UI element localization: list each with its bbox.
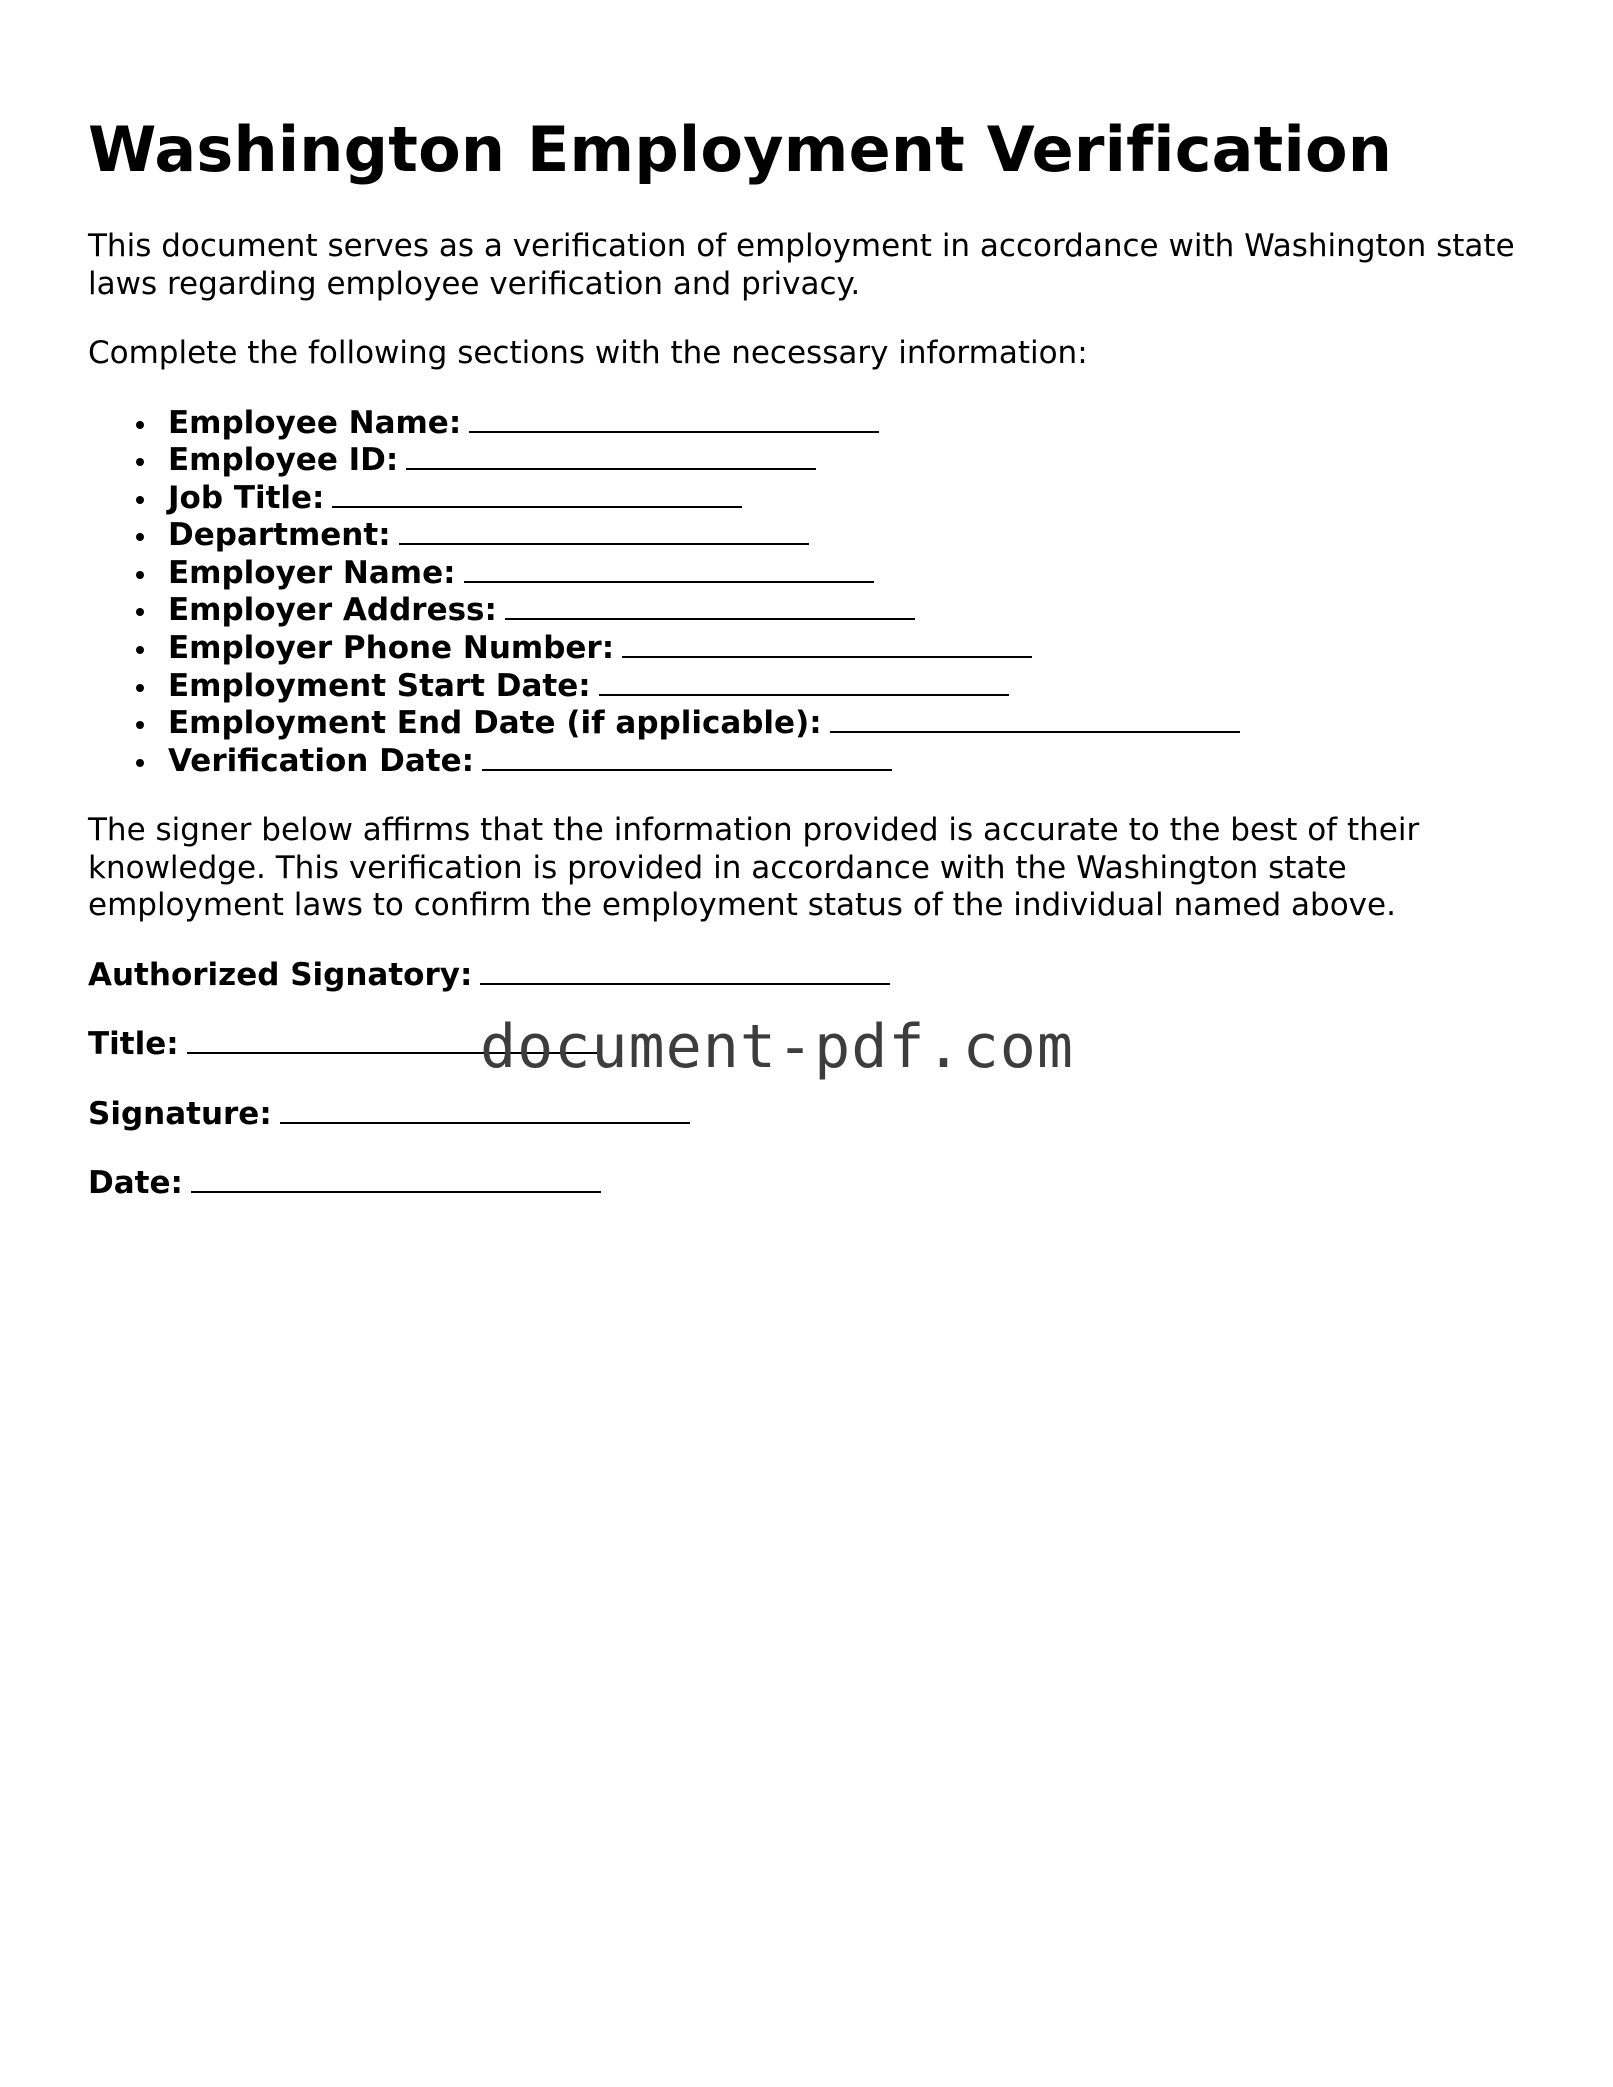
blank-line[interactable] bbox=[332, 503, 742, 508]
field-label: Department: bbox=[168, 517, 391, 554]
signature-field-label: Title: bbox=[88, 1026, 179, 1063]
employee-fields-list bbox=[88, 405, 1528, 781]
field-label: Employer Name: bbox=[168, 554, 456, 591]
document-title: Washington Employment Verification bbox=[88, 113, 1393, 186]
field-label: Employment End Date (if applicable): bbox=[168, 705, 822, 742]
signature-line bbox=[88, 1096, 1528, 1134]
date-line bbox=[88, 1165, 1528, 1203]
authorized-signatory-line bbox=[88, 957, 1528, 995]
blank-line[interactable] bbox=[469, 428, 879, 433]
blank-line[interactable] bbox=[830, 728, 1240, 733]
blank-line[interactable] bbox=[505, 615, 915, 620]
blank-line[interactable] bbox=[464, 578, 874, 583]
blank-line[interactable] bbox=[399, 540, 809, 545]
field-employer-phone-number bbox=[168, 630, 1528, 668]
field-employer-name bbox=[168, 555, 1528, 593]
signature-field-label: Authorized Signatory: bbox=[88, 956, 473, 993]
field-label: Employee Name: bbox=[168, 404, 462, 441]
blank-line[interactable] bbox=[482, 766, 892, 771]
field-employment-end-date bbox=[168, 705, 1528, 743]
field-employee-name bbox=[168, 405, 1528, 443]
field-label: Employee ID: bbox=[168, 442, 399, 479]
field-label: Employer Address: bbox=[168, 592, 497, 629]
field-employer-address bbox=[168, 592, 1528, 630]
blank-line[interactable] bbox=[599, 691, 1009, 696]
field-verification-date bbox=[168, 743, 1528, 781]
field-label: Verification Date: bbox=[168, 742, 475, 779]
field-employee-id bbox=[168, 442, 1528, 480]
field-job-title bbox=[168, 480, 1528, 518]
blank-line[interactable] bbox=[622, 653, 1032, 658]
signature-field-label: Signature: bbox=[88, 1095, 272, 1132]
instructions-paragraph: Complete the following sections with the necessary information: bbox=[88, 335, 1088, 371]
signature-field-label: Date: bbox=[88, 1165, 183, 1202]
blank-line[interactable] bbox=[406, 465, 816, 470]
blank-line[interactable] bbox=[191, 1188, 601, 1193]
blank-line[interactable] bbox=[280, 1119, 690, 1124]
field-label: Employer Phone Number: bbox=[168, 630, 615, 667]
field-label: Employment Start Date: bbox=[168, 667, 591, 704]
affirmation-paragraph: The signer below affirms that the information provided is accurate to the best of their knowledge. This verification is provided in accordance with the Washington state employment laws to confirm the employment status of the individual named above. bbox=[88, 812, 1420, 924]
field-department bbox=[168, 517, 1528, 555]
blank-line[interactable] bbox=[480, 980, 890, 985]
intro-paragraph: This document serves as a verification of employment in accordance with Washington state laws regarding employee verification and privacy. bbox=[88, 228, 1515, 302]
field-label: Job Title: bbox=[168, 479, 325, 516]
watermark: document-pdf.com bbox=[480, 1012, 1074, 1082]
field-employment-start-date bbox=[168, 668, 1528, 706]
